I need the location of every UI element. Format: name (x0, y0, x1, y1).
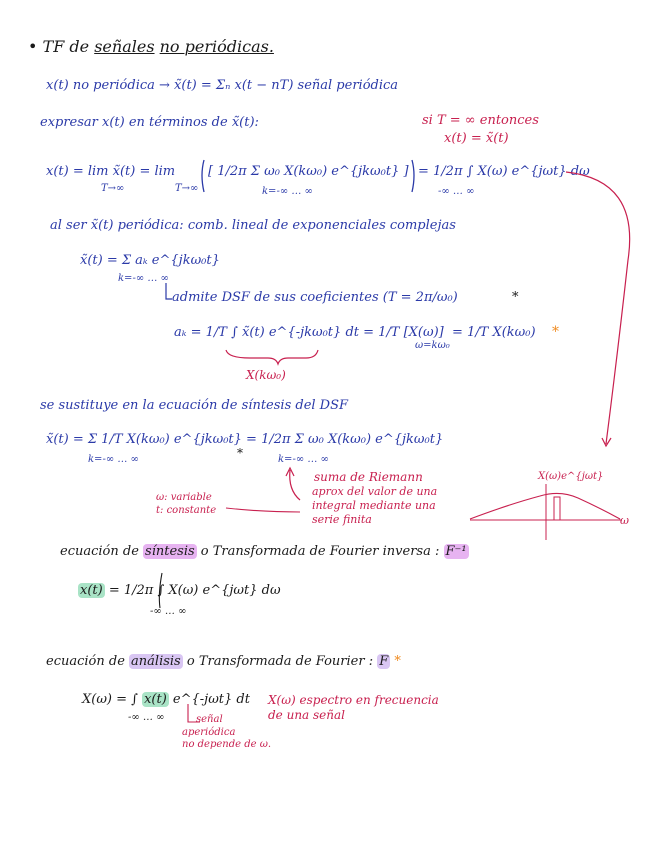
graph-curve (470, 493, 620, 519)
limit-int-limits: -∞ … ∞ (438, 186, 475, 197)
line-substitute-synthesis: se sustituye en la ecuación de síntesis del DSF (40, 398, 349, 413)
limit-sum-limits: k=-∞ … ∞ (262, 186, 313, 197)
synthesis-xt: x(t) (80, 583, 103, 598)
note-if-t-infinite: si T = ∞ entonces (422, 113, 539, 128)
variable-note-line (226, 508, 300, 512)
coefficient-eval-sub: ω=kω₀ (415, 340, 450, 351)
title-prefix: TF de (42, 37, 90, 56)
fourier-series-eq: x̃(t) = Σ aₖ e^{jkω₀t} (80, 253, 220, 268)
fourier-badge: F (379, 654, 389, 669)
line-periodic-combination: al ser x̃(t) periódica: comb. lineal de exponenciales complejas (50, 218, 456, 233)
graph-axis-omega: ω (620, 514, 629, 527)
limit-eq-integral: = 1/2π ∫ X(ω) e^{jωt} dω (418, 164, 590, 179)
synthesis-lims-1: k=-∞ … ∞ (88, 454, 139, 465)
coefficient-star: * (552, 324, 559, 340)
analysis-highlight: análisis (131, 654, 181, 669)
line-admits-dsf: admite DSF de sus coeficientes (T = 2π/ω₀) (172, 290, 458, 305)
analysis-sub-aperiodica: aperiódica (182, 727, 236, 738)
left-bracket (202, 160, 204, 192)
limit-eq-bracket: [ 1/2π Σ ω₀ X(kω₀) e^{jkω₀t} ] (208, 164, 409, 179)
graph-riemann-bar (554, 497, 560, 520)
dsf-bullet-arrow (166, 283, 172, 299)
synthesis-int-limits: -∞ … ∞ (150, 606, 187, 617)
brace-under-integral (226, 350, 318, 364)
title-word-no-periodicas: no periódicas. (159, 37, 274, 56)
analysis-eq-rhs: e^{-jωt} dt (172, 692, 250, 707)
riemann-note-1: suma de Riemann (314, 470, 423, 484)
synthesis-heading-c: o Transformada de Fourier inversa : (200, 544, 440, 559)
graph-label: X(ω)e^{jωt} (538, 471, 604, 482)
synthesis-integral-sign (159, 573, 162, 608)
riemann-note-4: serie finita (312, 513, 372, 526)
analysis-xt: x(t) (144, 692, 167, 707)
synthesis-star: * (237, 446, 243, 460)
line-periodic-extension: x(t) no periódica → x̃(t) = Σₙ x(t − nT) señal periódica (46, 78, 399, 93)
riemann-note-2: aprox del valor de una (312, 485, 438, 498)
title-word-senales: señales (94, 37, 155, 56)
synthesis-heading-a: ecuación de (60, 544, 139, 559)
line-express-xt: expresar x(t) en términos de x̃(t): (40, 115, 259, 130)
analysis-eq-lhs: X(ω) = ∫ (82, 692, 138, 707)
connector-curve (566, 172, 630, 444)
analysis-note-signal: de una señal (268, 708, 346, 722)
limit-sub-1: T→∞ (101, 183, 125, 194)
coefficient-eq: aₖ = 1/T ∫ x̃(t) e^{-jkω₀t} dt = 1/T [X(ω)] (174, 325, 444, 340)
dsf-star: * (512, 290, 519, 305)
analysis-sub-no-depende: no depende de ω. (182, 739, 272, 750)
inverse-fourier-badge: F⁻¹ (445, 544, 467, 559)
analysis-note-spectrum: X(ω) espectro en frecuencia (268, 693, 439, 707)
right-bracket (412, 160, 414, 192)
analysis-int-limits: -∞ … ∞ (128, 712, 165, 723)
brace-label-xkw0: X(kω₀) (246, 368, 286, 382)
analysis-heading-c: o Transformada de Fourier : (186, 654, 374, 669)
analysis-star: * (394, 654, 401, 669)
analysis-sub-senal: señal (196, 714, 223, 725)
analysis-heading-a: ecuación de (46, 654, 125, 669)
synthesis-lims-2: k=-∞ … ∞ (278, 454, 329, 465)
riemann-arrow (290, 470, 300, 500)
synthesis-highlight: síntesis (145, 544, 195, 559)
note-omega-variable: ω: variable (156, 492, 212, 503)
limit-eq-lhs: x(t) = lim x̃(t) = lim (46, 164, 176, 179)
limit-sub-2: T→∞ (175, 183, 199, 194)
title-bullet: • (28, 37, 38, 56)
coefficient-eq-rhs: = 1/T X(kω₀) (452, 325, 536, 340)
note-xt-equals-xtilde: x(t) = x̃(t) (444, 131, 509, 146)
note-t-constant: t: constante (156, 505, 217, 516)
synthesis-eq-rhs: = 1/2π ∫ X(ω) e^{jωt} dω (108, 583, 281, 598)
riemann-note-3: integral mediante una (312, 499, 436, 512)
synthesis-dsf-eq: x̃(t) = Σ 1/T X(kω₀) e^{jkω₀t} = 1/2π Σ ω₀ X(kω₀) e^{jkω₀t} (46, 432, 444, 447)
fourier-series-limits: k=-∞ … ∞ (118, 273, 169, 284)
analysis-sub-arrow (188, 704, 200, 722)
